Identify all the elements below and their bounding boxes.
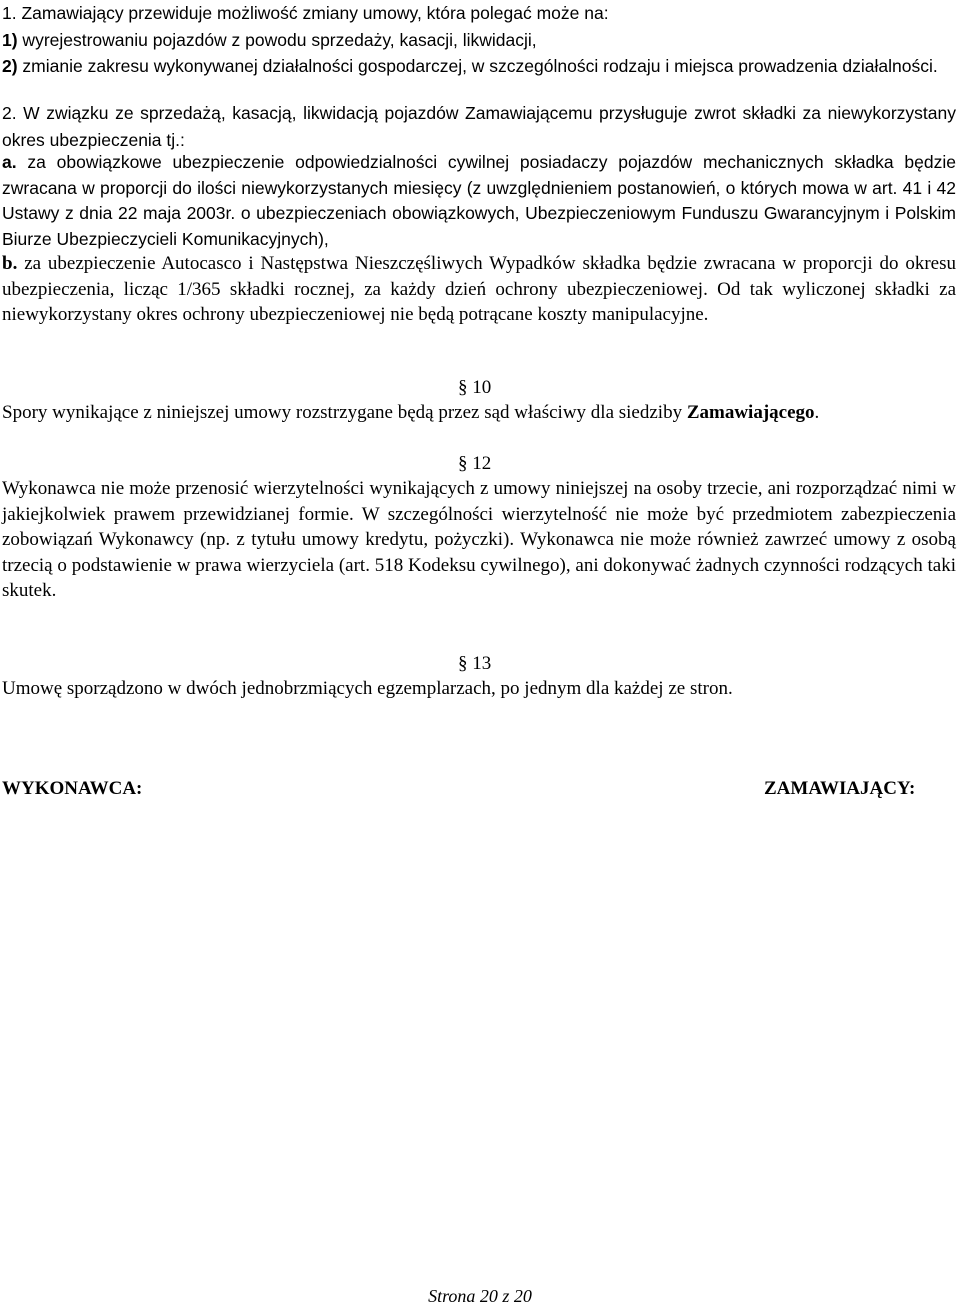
section-10-heading: § 10 bbox=[458, 377, 492, 398]
section-10-text-main: Spory wynikające z niniejszej umowy rozstrzygane będą przez sąd właściwy dla siedziby bbox=[2, 402, 687, 423]
amendment-item-2 bbox=[2, 53, 956, 80]
point-a-text: za obowiązkowe ubezpieczenie odpowiedzialności cywilnej posiadaczy pojazdów mechanicznych składka będzie zwracana w proporcji do ilości niewykorzystanych miesięcy (z uwzględnieniem postanowień, o których mowa w art. 41 i 42 Ustawy z dnia 22 maja 2003r. o ubezpieczeniach obowiązkowych, Ubezpieczeniowym Funduszu Gwarancyjnym i Polskim Biurze Ubezpieczycieli Komunikacyjnych), bbox=[2, 152, 956, 249]
client-signature-label: ZAMAWIAJĄCY: bbox=[764, 778, 916, 799]
point-b-text: za ubezpieczenie Autocasco i Następstwa Nieszczęśliwych Wypadków składka będzie zwracana w proporcji do okresu ubezpieczenia, licząc 1/365 składki rocznej, za każdy dzień ochrony ubezpieczeniowej. Od tak wyliczonej składki za niewykorzystany okres ochrony ubezpieczeniowej nie będą potrącane koszty manipulacyjne. bbox=[2, 253, 956, 325]
amendment-item-2-text: zmianie zakresu wykonywanej działalności gospodarczej, w szczególności rodzaju i miejsca prowadzenia działalności. bbox=[17, 56, 938, 76]
point-a-paragraph bbox=[2, 150, 956, 252]
amendment-intro: 1. Zamawiający przewiduje możliwość zmiany umowy, która polegać może na: bbox=[2, 3, 609, 23]
amendment-item-1-number: 1) bbox=[2, 29, 18, 50]
point-b-paragraph bbox=[2, 251, 956, 328]
amendment-item-1 bbox=[2, 27, 956, 54]
section-12-heading: § 12 bbox=[458, 453, 492, 474]
page-number: Strona 20 z 20 bbox=[428, 1286, 532, 1306]
contractor-signature-label: WYKONAWCA: bbox=[2, 778, 143, 799]
section-12-text: Wykonawca nie może przenosić wierzytelności wynikających z umowy niniejszej na osoby trzecie, ani rozporządzać nimi w jakiejkolwiek prawem przewidzianej formie. W szczególności wierzytelność nie może być przedmiotem zabezpieczenia zobowiązań Wykonawcy (np. z tytułu umowy kredytu, pożyczki). Wykonawca nie może również zawrzeć umowy z osobą trzecią o podstawienie w prawa wierzyciela (art. 518 Kodeksu cywilnego), ani dokonywać żadnych czynności rodzących taki skutek. bbox=[2, 478, 956, 601]
section-10-party: Zamawiającego bbox=[686, 402, 815, 423]
refund-clause: 2. W związku ze sprzedażą, kasacją, likwidacją pojazdów Zamawiającemu przysługuje zwrot składki za niewykorzystany okres ubezpieczenia tj.: bbox=[2, 103, 956, 150]
amendment-item-2-number: 2) bbox=[2, 56, 18, 76]
point-b-label: b. bbox=[2, 253, 18, 274]
point-a-label: a. bbox=[2, 152, 17, 172]
section-13-heading: § 13 bbox=[458, 653, 492, 674]
section-13-text: Umowę sporządzono w dwóch jednobrzmiących egzemplarzach, po jednym dla każdej ze stron. bbox=[2, 678, 733, 699]
section-10-text-end: . bbox=[814, 402, 820, 423]
amendment-item-1-text: wyrejestrowaniu pojazdów z powodu sprzedaży, kasacji, likwidacji, bbox=[17, 29, 537, 50]
section-10-text bbox=[2, 400, 956, 426]
amendment-clause bbox=[2, 0, 956, 53]
